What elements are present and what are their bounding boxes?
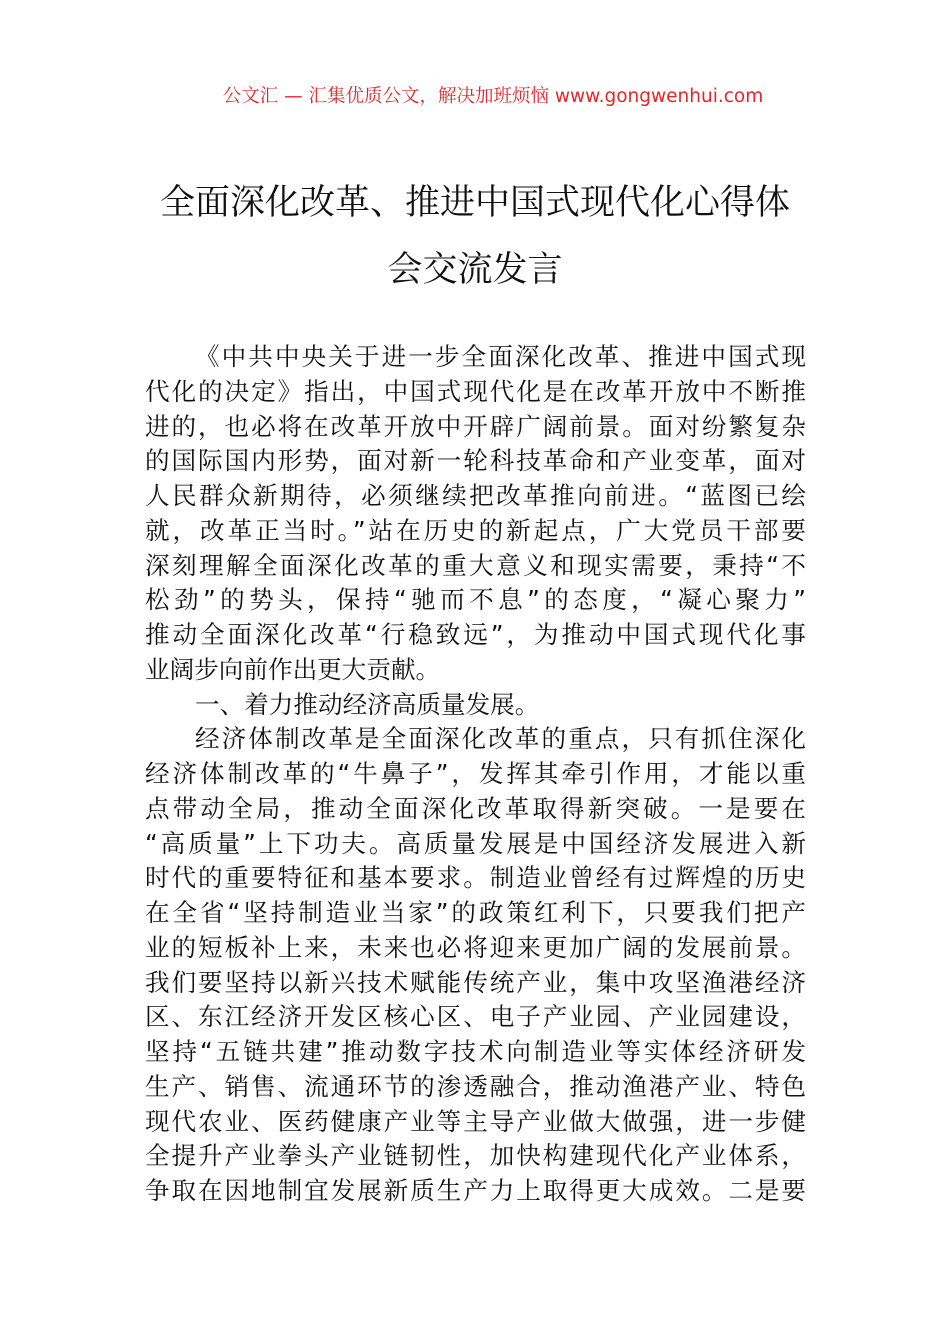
text-line: 时代的重要特征和基本要求。制造业曾经有过辉煌的历史 (145, 863, 806, 893)
paragraph (145, 340, 806, 688)
site-header-banner: 公文汇 — 汇集优质公文，解决加班烦恼 www.gongwenhui.com (222, 86, 764, 107)
text-line: 进的，也必将在改革开放中开辟广阔前景。面对纷繁复杂 (145, 411, 806, 441)
paragraph (145, 722, 806, 1209)
text-line: 坚持“五链共建”推动数字技术向制造业等实体经济研发 (145, 1037, 806, 1066)
text-line: 一、着力推动经济高质量发展。 (195, 689, 540, 719)
text-line: 点带动全局，推动全面深化改革取得新突破。一是要在 (145, 793, 806, 823)
text-line: 推动全面深化改革“行稳致远”，为推动中国式现代化事 (145, 620, 806, 649)
text-line: 就，改革正当时。”站在历史的新起点，广大党员干部要 (145, 515, 806, 545)
text-line: 争取在因地制宜发展新质生产力上取得更大成效。二是要 (145, 1176, 806, 1205)
text-line: 代化的决定》指出，中国式现代化是在改革开放中不断推 (145, 376, 806, 406)
text-line: “高质量”上下功夫。高质量发展是中国经济发展进入新 (145, 828, 806, 858)
text-line: 的国际国内形势，面对新一轮科技革命和产业变革，面对 (145, 446, 806, 476)
document-title-line-2: 会交流发言 (387, 250, 563, 290)
text-line: 在全省“坚持制造业当家”的政策红利下，只要我们把产 (145, 898, 806, 927)
text-line: 全提升产业拳头产业链韧性，加快构建现代化产业体系， (145, 1141, 806, 1171)
text-line: 《中共中央关于进一步全面深化改革、推进中国式现 (195, 342, 806, 371)
text-line: 经济体制改革是全面深化改革的重点，只有抓住深化 (195, 724, 806, 754)
document-title-line-1: 全面深化改革、推进中国式现代化心得体 (159, 183, 790, 223)
text-line: 人民群众新期待，必须继续把改革推向前进。“蓝图已绘 (145, 481, 806, 510)
paragraph (145, 688, 806, 723)
text-line: 现代农业、医药健康产业等主导产业做大做强，进一步健 (145, 1106, 806, 1136)
text-line: 业的短板补上来，未来也必将迎来更加广阔的发展前景。 (145, 932, 806, 962)
text-line: 区、东江经济开发区核心区、电子产业园、产业园建设， (145, 1002, 806, 1032)
text-line: 经济体制改革的“牛鼻子”，发挥其牵引作用，才能以重 (145, 759, 806, 788)
text-line: 深刻理解全面深化改革的重大意义和现实需要，秉持“不 (145, 550, 806, 580)
text-line: 业阔步向前作出更大贡献。 (145, 654, 441, 684)
text-line: 生产、销售、流通环节的渗透融合，推动渔港产业、特色 (145, 1071, 806, 1101)
document-body (145, 340, 806, 1209)
text-line: 松劲”的势头，保持“驰而不息”的态度，“凝心聚力” (145, 585, 806, 615)
text-line: 我们要坚持以新兴技术赋能传统产业，集中攻坚渔港经济 (145, 967, 806, 997)
